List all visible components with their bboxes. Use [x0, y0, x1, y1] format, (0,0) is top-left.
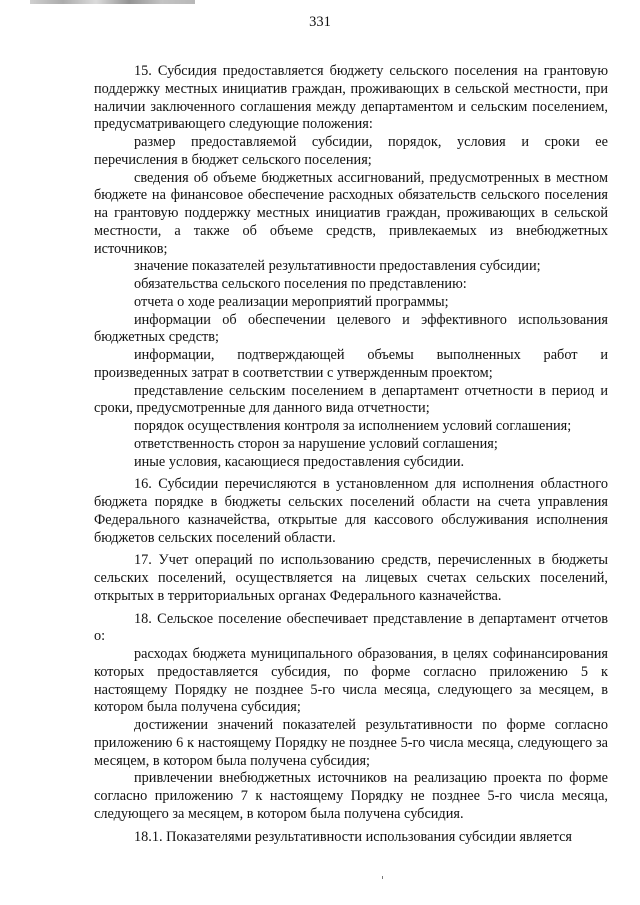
list-item: отчета о ходе реализации мероприятий программы;: [134, 293, 449, 310]
document-body: [94, 63, 608, 846]
list-item: значение показателей результативности предоставления субсидии;: [134, 258, 541, 275]
list-item: представление сельским поселением в департамент отчетности в период и сроки, предусмотренные для данного вида отчетности;: [94, 382, 608, 417]
list-item: ответственность сторон за нарушение условий соглашения;: [134, 435, 498, 452]
list-item: привлечении внебюджетных источников на реализацию проекта по форме согласно приложению 7 к настоящему Порядку не позднее 5-го числа месяца, следующего за месяцем, в котором была получена субсидия.: [94, 770, 608, 822]
paragraph-15: 15. Субсидия предоставляется бюджету сельского поселения на грантовую поддержку местных инициатив граждан, проживающих в сельской местности, при наличии заключенного соглашения между департаментом и сельским поселением, предусматривающего следующие положения:: [94, 63, 608, 133]
scan-artifact: [30, 0, 195, 4]
scan-artifact: [382, 876, 383, 879]
list-item: сведения об объеме бюджетных ассигнований, предусмотренных в местном бюджете на финансовое обеспечение расходных обязательств сельского поселения на грантовую поддержку местных инициатив граждан, проживающих в сельской местности, а также об объеме средств, привлекаемых из внебюджетных источников;: [94, 169, 608, 257]
paragraph-18: 18. Сельское поселение обеспечивает представление в департамент отчетов о:: [94, 610, 608, 645]
page-number: 331: [309, 14, 331, 30]
list-item: обязательства сельского поселения по представлению:: [134, 276, 467, 292]
paragraph-18-1: 18.1. Показателями результативности использования субсидии является: [134, 828, 572, 845]
list-item: расходах бюджета муниципального образования, в целях софинансирования которых предоставляется субсидия, по форме согласно приложению 5 к настоящему Порядку не позднее 5-го числа месяца, следующего за месяцем, в котором была получена субсидия;: [94, 646, 608, 716]
list-item: достижении значений показателей результативности по форме согласно приложению 6 к настоящему Порядку не позднее 5-го числа месяца, следующего за месяцем, в котором была получена субсидия;: [94, 717, 608, 769]
list-item: иные условия, касающиеся предоставления субсидии.: [134, 453, 465, 470]
paragraph-16: 16. Субсидии перечисляются в установленном для исполнения областного бюджета порядке в бюджеты сельских поселений области на счета управления Федерального казначейства, открытые для кассового обслуживания исполнения бюджетов сельских поселений области.: [94, 476, 608, 546]
list-item: информации об обеспечении целевого и эффективного использования бюджетных средств;: [94, 311, 608, 346]
list-item: информации, подтверждающей объемы выполненных работ и произведенных затрат в соответствии с утвержденным проектом;: [94, 347, 608, 381]
paragraph-17: 17. Учет операций по использованию средств, перечисленных в бюджеты сельских поселений, осуществляется на лицевых счетах сельских поселений, открытых в территориальных органах Федерального казначейства.: [94, 552, 608, 604]
list-item: размер предоставляемой субсидии, порядок, условия и сроки ее перечисления в бюджет сельского поселения;: [94, 134, 608, 168]
list-item: порядок осуществления контроля за исполнением условий соглашения;: [134, 418, 572, 434]
